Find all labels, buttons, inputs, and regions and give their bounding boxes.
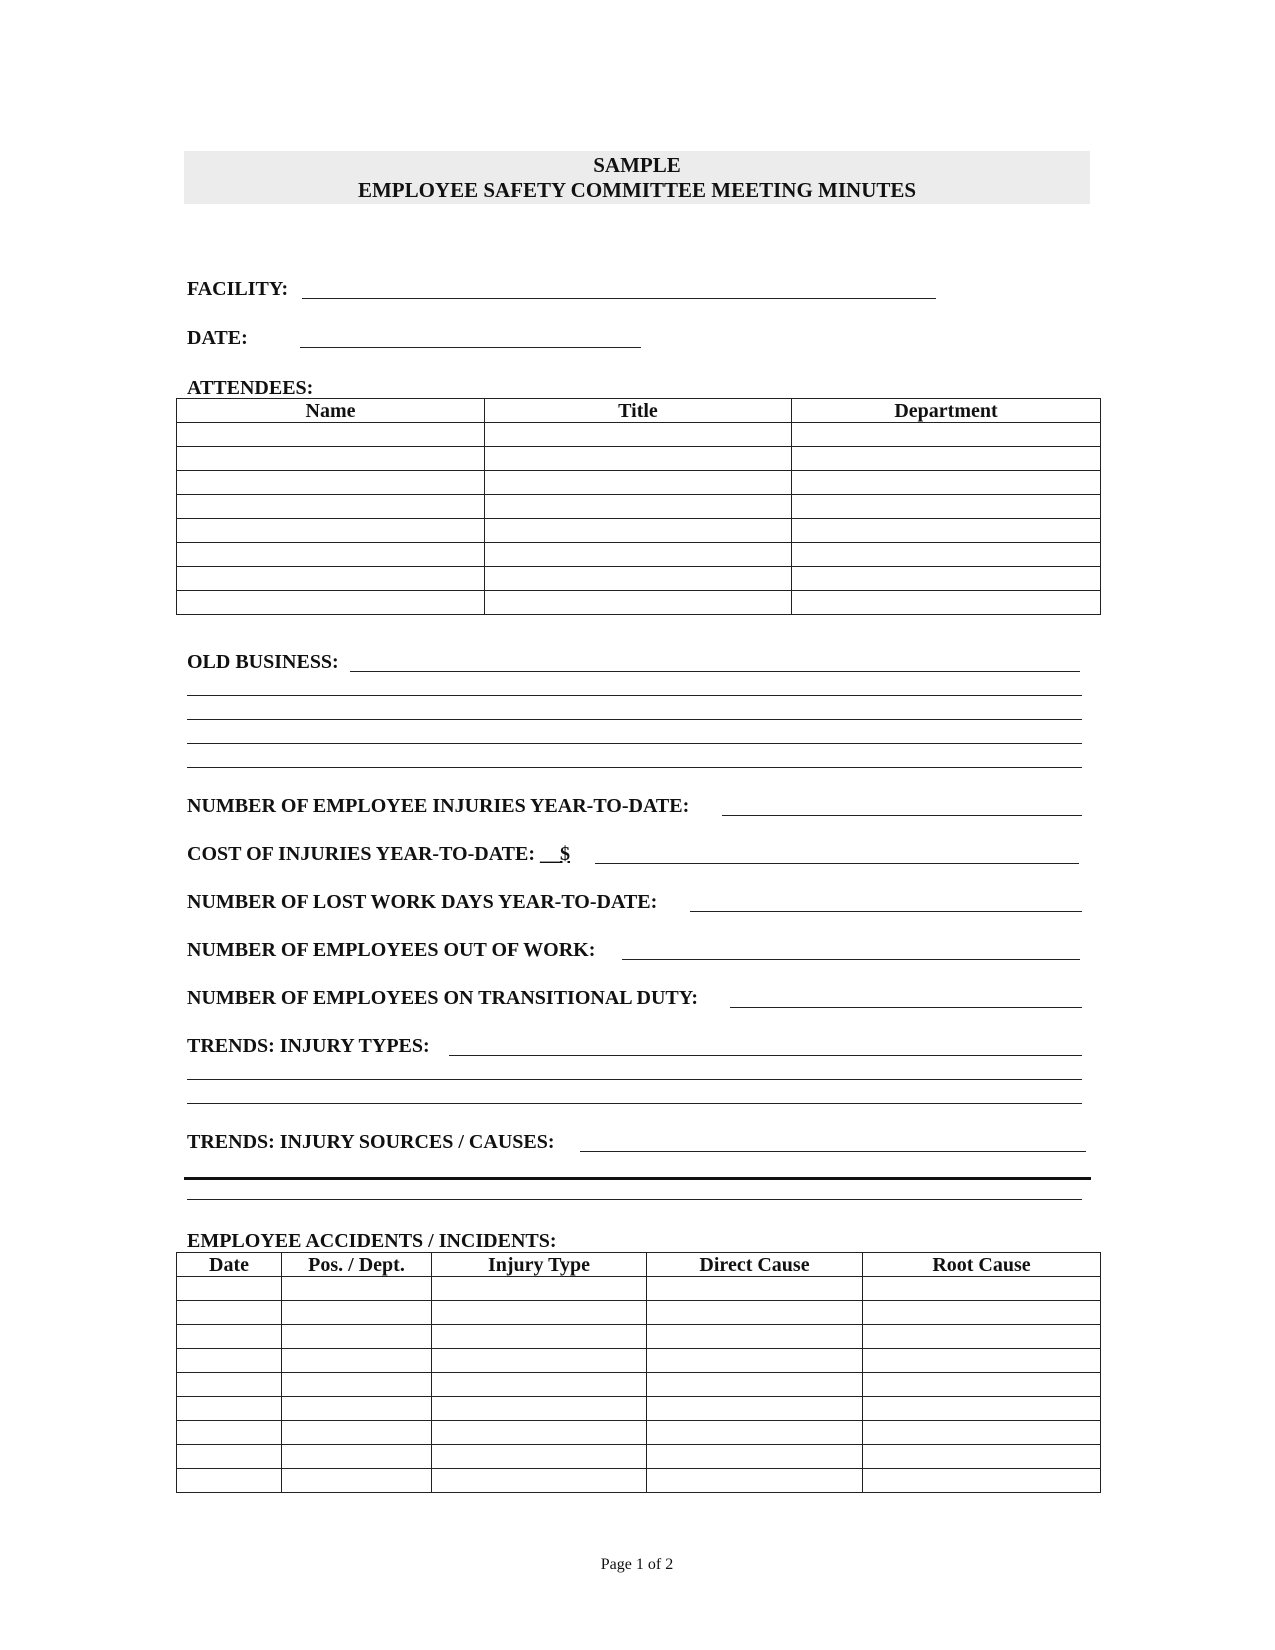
table-row xyxy=(177,423,1101,447)
trends-types-label: TRENDS: INJURY TYPES: xyxy=(187,1035,430,1057)
trends-types-line-1[interactable] xyxy=(449,1055,1082,1056)
attendees-col-department: Department xyxy=(792,399,1101,423)
accident-direct-cause-cell[interactable] xyxy=(647,1397,863,1421)
attendee-title-cell[interactable] xyxy=(485,519,792,543)
attendee-name-cell[interactable] xyxy=(177,567,485,591)
table-row xyxy=(177,567,1101,591)
trends-types-line-2[interactable] xyxy=(187,1079,1082,1080)
accident-root-cause-cell[interactable] xyxy=(863,1397,1101,1421)
cost-ytd-label xyxy=(187,842,570,866)
accident-root-cause-cell[interactable] xyxy=(863,1445,1101,1469)
table-row xyxy=(177,495,1101,519)
accident-date-cell[interactable] xyxy=(177,1421,282,1445)
accidents-table xyxy=(176,1252,1101,1493)
old-business-line-4[interactable] xyxy=(187,743,1082,744)
attendee-title-cell[interactable] xyxy=(485,495,792,519)
injuries-ytd-field[interactable] xyxy=(722,815,1082,816)
section-divider xyxy=(184,1177,1091,1180)
accident-injury-type-cell[interactable] xyxy=(432,1349,647,1373)
accident-pos-dept-cell[interactable] xyxy=(282,1445,432,1469)
accident-injury-type-cell[interactable] xyxy=(432,1445,647,1469)
table-row xyxy=(177,591,1101,615)
facility-label: FACILITY: xyxy=(187,278,289,300)
accident-date-cell[interactable] xyxy=(177,1349,282,1373)
attendee-department-cell[interactable] xyxy=(792,567,1101,591)
table-row xyxy=(177,1469,1101,1493)
accidents-col-root-cause: Root Cause xyxy=(863,1253,1101,1277)
accident-direct-cause-cell[interactable] xyxy=(647,1421,863,1445)
accident-pos-dept-cell[interactable] xyxy=(282,1397,432,1421)
accident-pos-dept-cell[interactable] xyxy=(282,1277,432,1301)
attendees-label: ATTENDEES: xyxy=(187,377,314,399)
old-business-label: OLD BUSINESS: xyxy=(187,651,339,673)
accident-date-cell[interactable] xyxy=(177,1325,282,1349)
attendee-department-cell[interactable] xyxy=(792,591,1101,615)
attendee-name-cell[interactable] xyxy=(177,495,485,519)
accident-direct-cause-cell[interactable] xyxy=(647,1301,863,1325)
title-main: EMPLOYEE SAFETY COMMITTEE MEETING MINUTES xyxy=(357,178,917,202)
accident-root-cause-cell[interactable] xyxy=(863,1373,1101,1397)
table-row xyxy=(177,1277,1101,1301)
attendee-name-cell[interactable] xyxy=(177,591,485,615)
accident-direct-cause-cell[interactable] xyxy=(647,1469,863,1493)
accidents-col-injury-type: Injury Type xyxy=(432,1253,647,1277)
attendees-header-row xyxy=(177,399,1101,423)
attendees-col-title: Title xyxy=(485,399,792,423)
accident-root-cause-cell[interactable] xyxy=(863,1469,1101,1493)
accident-direct-cause-cell[interactable] xyxy=(647,1277,863,1301)
trends-sources-line-2[interactable] xyxy=(187,1199,1082,1200)
out-of-work-field[interactable] xyxy=(622,959,1080,960)
accident-injury-type-cell[interactable] xyxy=(432,1277,647,1301)
accident-date-cell[interactable] xyxy=(177,1277,282,1301)
trends-sources-label: TRENDS: INJURY SOURCES / CAUSES: xyxy=(187,1131,555,1153)
attendee-name-cell[interactable] xyxy=(177,471,485,495)
accidents-col-direct-cause: Direct Cause xyxy=(647,1253,863,1277)
accidents-col-date: Date xyxy=(177,1253,282,1277)
old-business-line-2[interactable] xyxy=(187,695,1082,696)
document-title-banner xyxy=(184,151,1090,204)
accident-pos-dept-cell[interactable] xyxy=(282,1373,432,1397)
attendee-department-cell[interactable] xyxy=(792,495,1101,519)
table-row xyxy=(177,519,1101,543)
attendee-department-cell[interactable] xyxy=(792,519,1101,543)
lost-days-field[interactable] xyxy=(690,911,1082,912)
accident-injury-type-cell[interactable] xyxy=(432,1325,647,1349)
transitional-label: NUMBER OF EMPLOYEES ON TRANSITIONAL DUTY: xyxy=(187,987,699,1009)
attendee-name-cell[interactable] xyxy=(177,519,485,543)
accident-date-cell[interactable] xyxy=(177,1301,282,1325)
table-row xyxy=(177,1325,1101,1349)
accident-root-cause-cell[interactable] xyxy=(863,1349,1101,1373)
accidents-label: EMPLOYEE ACCIDENTS / INCIDENTS: xyxy=(187,1230,557,1252)
attendee-department-cell[interactable] xyxy=(792,543,1101,567)
table-row xyxy=(177,1397,1101,1421)
accident-date-cell[interactable] xyxy=(177,1445,282,1469)
accident-pos-dept-cell[interactable] xyxy=(282,1469,432,1493)
accident-pos-dept-cell[interactable] xyxy=(282,1301,432,1325)
old-business-line-5[interactable] xyxy=(187,767,1082,768)
accident-direct-cause-cell[interactable] xyxy=(647,1349,863,1373)
accident-direct-cause-cell[interactable] xyxy=(647,1445,863,1469)
attendee-title-cell[interactable] xyxy=(485,591,792,615)
accident-injury-type-cell[interactable] xyxy=(432,1301,647,1325)
table-row xyxy=(177,1373,1101,1397)
accidents-col-pos-dept: Pos. / Dept. xyxy=(282,1253,432,1277)
old-business-line-3[interactable] xyxy=(187,719,1082,720)
attendee-title-cell[interactable] xyxy=(485,471,792,495)
accident-date-cell[interactable] xyxy=(177,1373,282,1397)
attendee-title-cell[interactable] xyxy=(485,567,792,591)
trends-types-line-3[interactable] xyxy=(187,1103,1082,1104)
accident-date-cell[interactable] xyxy=(177,1469,282,1493)
accident-root-cause-cell[interactable] xyxy=(863,1301,1101,1325)
accident-pos-dept-cell[interactable] xyxy=(282,1325,432,1349)
facility-field[interactable] xyxy=(302,298,936,299)
attendee-title-cell[interactable] xyxy=(485,543,792,567)
accident-injury-type-cell[interactable] xyxy=(432,1373,647,1397)
accident-pos-dept-cell[interactable] xyxy=(282,1349,432,1373)
table-row xyxy=(177,1445,1101,1469)
accident-injury-type-cell[interactable] xyxy=(432,1421,647,1445)
table-row xyxy=(177,471,1101,495)
attendee-name-cell[interactable] xyxy=(177,447,485,471)
page-number: Page 1 of 2 xyxy=(600,1556,674,1573)
table-row xyxy=(177,543,1101,567)
date-label: DATE: xyxy=(187,327,248,349)
injuries-ytd-label: NUMBER OF EMPLOYEE INJURIES YEAR-TO-DATE: xyxy=(187,795,690,817)
attendee-title-cell[interactable] xyxy=(485,447,792,471)
attendees-table xyxy=(176,398,1101,615)
lost-days-label: NUMBER OF LOST WORK DAYS YEAR-TO-DATE: xyxy=(187,891,658,913)
accident-direct-cause-cell[interactable] xyxy=(647,1373,863,1397)
accident-root-cause-cell[interactable] xyxy=(863,1277,1101,1301)
attendee-name-cell[interactable] xyxy=(177,543,485,567)
date-field[interactable] xyxy=(300,347,641,348)
title-sample: SAMPLE xyxy=(593,153,681,177)
accident-date-cell[interactable] xyxy=(177,1397,282,1421)
accident-root-cause-cell[interactable] xyxy=(863,1325,1101,1349)
table-row xyxy=(177,1349,1101,1373)
transitional-field[interactable] xyxy=(730,1007,1082,1008)
attendees-col-name: Name xyxy=(177,399,485,423)
attendee-department-cell[interactable] xyxy=(792,423,1101,447)
dollar-sign: $ xyxy=(560,843,571,865)
table-row xyxy=(177,1421,1101,1445)
attendee-name-cell[interactable] xyxy=(177,423,485,447)
trends-sources-line-1[interactable] xyxy=(580,1151,1086,1152)
cost-ytd-label-text: COST OF INJURIES YEAR-TO-DATE: __ xyxy=(187,843,561,865)
table-row xyxy=(177,1301,1101,1325)
attendee-department-cell[interactable] xyxy=(792,471,1101,495)
attendee-department-cell[interactable] xyxy=(792,447,1101,471)
accidents-header-row xyxy=(177,1253,1101,1277)
accident-injury-type-cell[interactable] xyxy=(432,1469,647,1493)
table-row xyxy=(177,447,1101,471)
accident-root-cause-cell[interactable] xyxy=(863,1421,1101,1445)
accident-direct-cause-cell[interactable] xyxy=(647,1325,863,1349)
accident-pos-dept-cell[interactable] xyxy=(282,1421,432,1445)
out-of-work-label: NUMBER OF EMPLOYEES OUT OF WORK: xyxy=(187,939,596,961)
old-business-line-1[interactable] xyxy=(350,671,1080,672)
attendee-title-cell[interactable] xyxy=(485,423,792,447)
cost-ytd-field[interactable] xyxy=(595,863,1079,864)
accident-injury-type-cell[interactable] xyxy=(432,1397,647,1421)
